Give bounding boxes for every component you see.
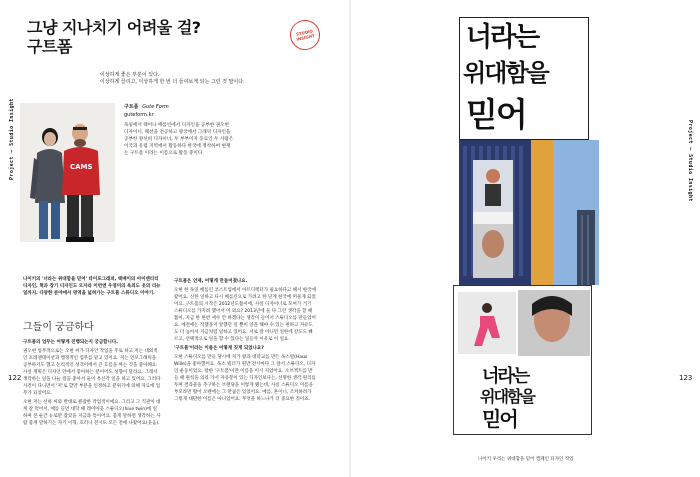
designers-portrait-photo [20, 103, 115, 242]
column-left-body [23, 337, 161, 429]
billboard-building-photo [459, 140, 599, 285]
designer-bio [124, 103, 234, 157]
portrait-illustration [20, 103, 115, 242]
answer-2: 오현 저는 선하 씨와 반대로 클잡한 작업적이에요. 그리고 그 직관이 대게 잘 먹어서, 예를 들면 대학 때 레이아웃 스튜디오(hive twin)에 일하며 본 순간 뉴로만 잡았을 지금과 특이어요. 좋게 말하면 생각하는 사람 좋게 말하기는 자기 이혁, 호러나 전시도 모든 전에 나왔어요(웃음). [23, 400, 161, 426]
answer-1: 권오현 업무적으로는 오현 씨가 디자인 작업을 주로 하고 저는 대외적인 프레젠테이션과 행정적인 업무를 맡고 있어요. 저는 인포그래픽을 공부하기도 했고 논리적인 성격이에서 큰 흐름을 짜는 것을 좋아해요. 사실 계획은 디자인 안에서 좋아하는 분이어도 성향이 달라요. 그래서 생각하는 일을 나눌 걸을 좋아서 둘이 옥신각 일을 하고 있어요. 그러다 사건이 다니면서 '저'로 할만 부분을 인정하고 분위기에 의해 자료에 업무가 되었어요. [23, 349, 161, 396]
section-subhead: 그들이 궁금하다 [23, 322, 94, 333]
poster-line-3: 믿어 [466, 95, 526, 134]
campaign-poster-large [459, 17, 589, 140]
page-fold [349, 0, 351, 477]
poster2-line-2: 위대함을 [480, 387, 534, 406]
studio-insight-stamp: STUDIO INSIGHT [287, 17, 323, 53]
poster2-line-3: 믿어 [482, 407, 517, 431]
lead-text [100, 72, 245, 86]
question-2: 구트폼은 언제, 어떻게 만들어졌나요. [174, 279, 248, 284]
bio-description: 독일에서 태어나 베를린에서 디자인을 공부한 권오현 디자이너, 패션을 전공하고 양국에서 그래픽 디자인을 공부한 양선희 디자이너, 두 부부이자 동료인 두 사람은 이국과 유럽 지역에서 활동하다 한국에 정착하여 현재는 구트폼 이라는 이름으로 활동 중이다. [124, 123, 234, 156]
column-intro [23, 276, 161, 299]
poster-line-2: 위대함을 [463, 59, 548, 87]
poster-line-1: 너라는 [466, 22, 539, 53]
lead-line-1: 이상하게 좋은 부분이 있다. [100, 72, 160, 78]
poster-photo-grid [454, 286, 591, 362]
bio-url[interactable]: guteform.kr [124, 112, 154, 118]
title-line-1: 그냥 지나치기 어려울 걸? [27, 18, 201, 37]
intro-paragraph: 나이키의 '너라는 위대함을 믿어' 타이포그래피, 택배이의 아이덴티티 디자인, 혁과 장기 디자인도 모자라 이번엔 우영미의 옥외도 옷의 리뉴얼까지. 다양한 분야에서 영역을 넓혀가는 구트폼 스튜디오 이야기. [23, 277, 161, 296]
running-head-left: Project — Studio Insight [9, 98, 15, 180]
question-1: 구트폼의 업무는 어떻게 진행되는지 궁금합니다. [23, 340, 118, 345]
question-3: '구트폼'이라는 이름은 어떻게 짓게 되었나요? [174, 346, 264, 351]
lead-line-2: 이상하게 끌리고, 이상하게 한 번 더 들여보게 되는 그런 것 말이다. [100, 79, 245, 85]
bio-name-en: Gute Form [142, 104, 169, 110]
page-number-right: 123 [679, 374, 693, 382]
bio-name [124, 103, 234, 110]
building-illustration [459, 140, 599, 285]
running-head-right: Project — Studio Insight [687, 120, 693, 202]
bio-name-ko: 구트폼 [124, 104, 139, 110]
answer-3: 오현 한 독일 베를린 코스트업에서 아트디렉터가 필요하다고 해서 한국에 왔어요. 신한 일하고 다시 베를린으로 가려고 한 단계 한국에 머물게 되었어요. 구트폼의 시작은 2012년도쯤이에, 사실 디자이너로 모여가 거기 스튜디오를 가지려 했어서 이 외요? 2013년에 둘 다 그런 생각을 할 때쯤이, 지금 한 한번 세수 안 하겠다는 생각이 들어서 스튜디오를 만들었어요. 예전에는 작했을지 앞했던 일 뿐이 일을 해야 수 있는 편하고 자유도도 더 높아서 지금처럼 일하고 있어요. 서로 잘 아니면 일한데 같도도 빠르고, 선택적으로 일을 할 수 있다는 일들까 이유로 이 일요. [174, 288, 316, 342]
poster2-line-1: 너라는 [482, 366, 529, 387]
title-line-2: 구트폼 [27, 37, 72, 56]
campaign-poster-grid [453, 285, 592, 435]
answer-4: 오현 스튜디오를 만들 당시에 저가 왕과 대학교를 만든 독스빌(Haus Wille)을 좋아했어요. 독스 빌더가 원만 전시마다 그 앞서 스튜디오, 디자인 운동이었요. 항한 '구트폼'이란 이름을 이시 지었어요. 오브젝트를 만들 때 원칙을 의리 가서 자유분이 있는 디자인보다는, 선명한 생각 원리를 두며 결과물을 추구하는 브랜딩을 이렇게 됐는데, 사실 스튜디오 이름을 부모라면 활이 오렌에는 그 만큼은 있었어요. 예를, 흔이너, 조커하려가 그렇게 대단한 이름은 아니었어요. 무엇을 하느냐가 더 중요한 것이죠. [174, 355, 316, 402]
column-mid-body [174, 276, 316, 405]
page-number-left: 122 [8, 374, 22, 382]
article-title [27, 18, 201, 56]
photo-caption: 나이키 우리는 위대함을 믿어 캠페인 디자인 작업 [478, 457, 574, 462]
svg-text:CAMS: CAMS [70, 163, 93, 171]
